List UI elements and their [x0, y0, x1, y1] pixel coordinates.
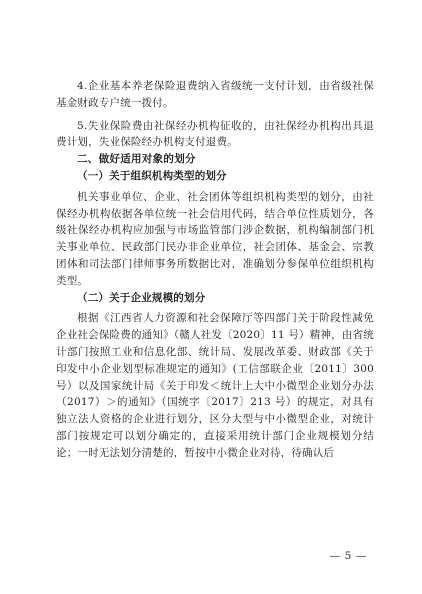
section-heading: 二、做好适用对象的划分	[77, 153, 196, 166]
subsection-2-title: （二）关于企业规模的划分	[77, 291, 206, 304]
document-body	[56, 78, 374, 462]
subsection-1-body: 机关事业单位、企业、社会团体等组织机构类型的划分，由社保经办机构依据各单位统一社会信用代码，结合单位性质划分，各级社保经办机构应加强与市场监管部门涉企数据，机构编制部门机关事业单位、民政部门民办非企业单位，社会团体、基金会、宗教团体和司法部门律师事务所数据比对，准确划分参保单位组织机构类型。	[56, 190, 374, 287]
paragraph-item-4: 4.企业基本养老保险退费纳入省级统一支付计划，由省级社保基金财政专户统一拨付。	[56, 80, 374, 109]
subsection-1-title: （一）关于组织机构类型的划分	[77, 169, 227, 182]
subsection-2-body: 根据《江西省人力资源和社会保障厅等四部门关于阶段性减免企业社会保险费的通知》（赣人社发〔2020〕11 号）精神，由省统计部门按照工业和信息化部、统计局、发展改革委、财政部《关于印发中小企业划型标准规定的通知》(工信部联企业〔2011〕300 号）以及国家统计局《关于印发＜统计上大中小微型企业划分办法（2017）＞的通知》（国统字〔2017〕213 号）的规定，对具有独立法人资格的企业进行划分，区分大型与中小微型企业，对统计部门按规定可以划分确定的，直接采用统计部门企业规模划分结论；一时无法划分清楚的，暂按中小微企业对待，待确认后	[56, 312, 374, 459]
paragraph-item-5: 5.失业保险费由社保经办机构征收的，由社保经办机构出具退费计划，失业保险经办机构支付退费。	[56, 119, 374, 149]
page-number: — 5 —	[329, 550, 367, 562]
